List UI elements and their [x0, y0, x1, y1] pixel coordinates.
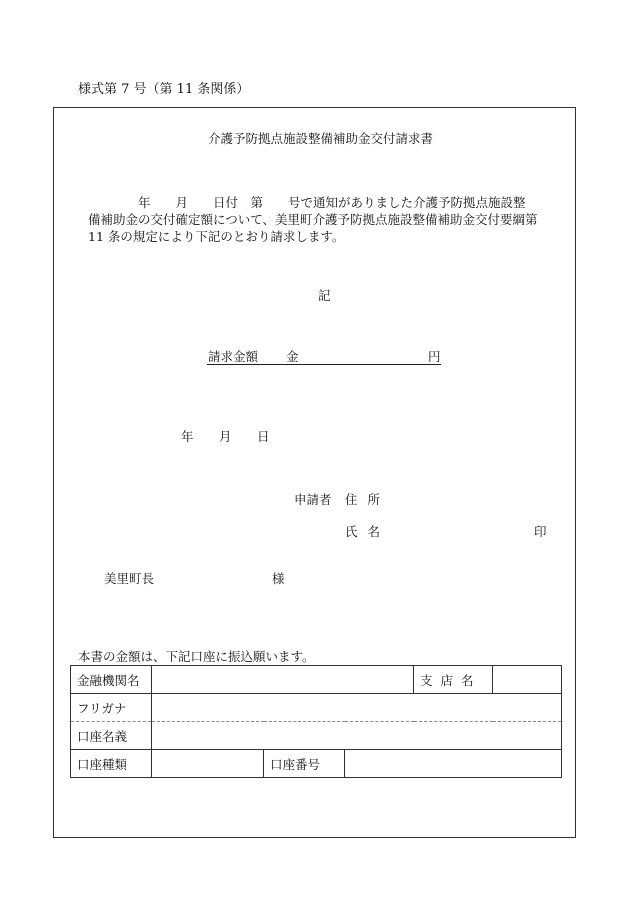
date-month: 月: [219, 429, 232, 444]
form-title: 介護予防拠点施設整備補助金交付請求書: [208, 131, 434, 146]
bank-row-institution: [71, 666, 562, 694]
bank-row-account: [71, 750, 562, 778]
date-day: 日: [257, 429, 270, 444]
account-type-label: 口座種類: [71, 750, 152, 778]
bank-note: 本書の金額は、下記口座に振込願います。: [78, 649, 315, 664]
branch-value[interactable]: [493, 666, 562, 694]
bank-row-holder: [71, 722, 562, 750]
bank-row-furigana: [71, 694, 562, 722]
furigana-label: フリガナ: [71, 694, 152, 722]
holder-value[interactable]: [152, 722, 562, 750]
holder-label: 口座名義: [71, 722, 152, 750]
addressee-honorific: 様: [272, 571, 285, 586]
body-line-1: 年 月 日付 第 号で通知がありました介護予防拠点施設整: [88, 195, 526, 210]
applicant-address: 住 所: [345, 492, 383, 507]
amount-label: 請求金額: [208, 349, 259, 364]
form-number: 様式第 7 号（第 11 条関係）: [78, 82, 250, 97]
account-type-value[interactable]: [152, 750, 264, 778]
amount-yen: 円: [428, 349, 441, 364]
body-line-2: 備補助金の交付確定額について、美里町介護予防拠点施設整備補助金交付要綱第: [88, 212, 538, 227]
bank-table: [70, 665, 562, 778]
institution-label: 金融機関名: [71, 666, 152, 694]
ki-heading: 記: [318, 288, 331, 303]
body-line-3: 11 条の規定により下記のとおり請求します。: [88, 229, 345, 244]
applicant-name: 氏 名: [345, 524, 383, 539]
account-number-label: 口座番号: [264, 750, 345, 778]
addressee-title: 美里町長: [104, 571, 155, 586]
seal-mark: 印: [534, 524, 547, 539]
furigana-value[interactable]: [152, 694, 562, 722]
body-paragraph: [88, 194, 560, 245]
amount-underline: [207, 364, 441, 365]
account-number-value[interactable]: [345, 750, 562, 778]
applicant-label: 申請者: [294, 492, 332, 507]
institution-value[interactable]: [152, 666, 414, 694]
date-year: 年: [181, 429, 194, 444]
branch-label: 支 店 名: [414, 666, 493, 694]
amount-kin: 金: [286, 349, 299, 364]
